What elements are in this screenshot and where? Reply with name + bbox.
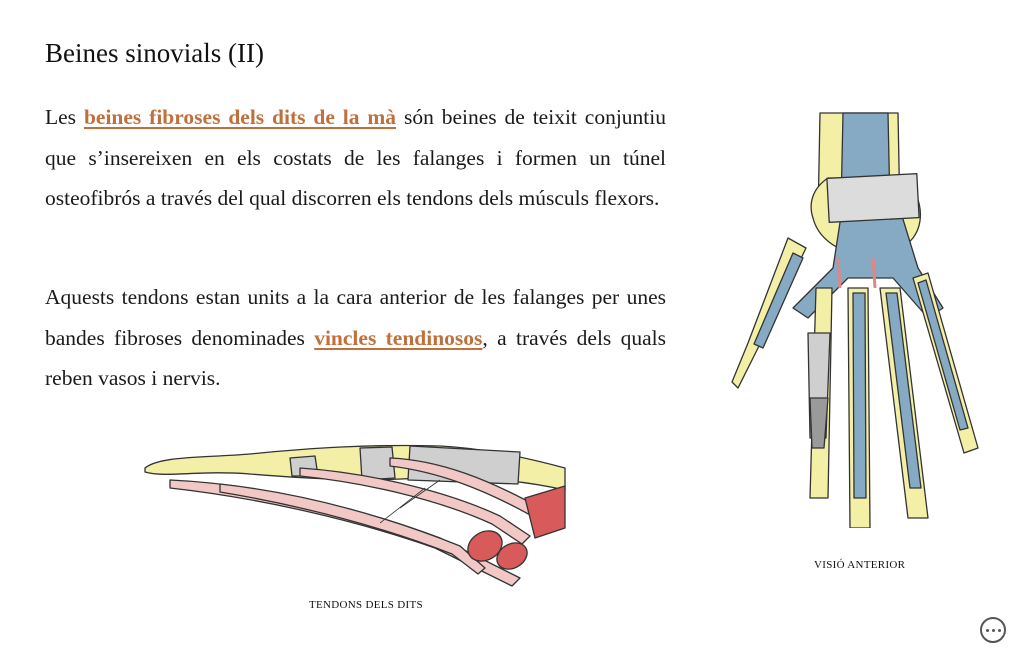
caption-finger-tendons: TENDONS DELS DITS: [309, 599, 423, 611]
more-options-icon[interactable]: [980, 617, 1006, 643]
p2-text-end: , a través dels quals reben vasos i nervis.: [45, 325, 666, 390]
page-title: Beines sinovials (II): [45, 38, 264, 68]
p1-text-end: són beines de teixit conjuntiu que s’insereixen en els costats de les falanges i formen un túnel osteofibrós a través del qual discorren els tendons dels músculs flexors.: [45, 105, 666, 210]
dot: [998, 629, 1001, 632]
p2-text-start: Aquests tendons estan units a la cara anterior de les falanges per unes bandes fibroses denominades: [45, 285, 666, 350]
link-vincles-tendinosos[interactable]: vincles tendinosos: [314, 325, 483, 350]
paragraph-2: [45, 277, 666, 399]
paragraph-1: [45, 97, 666, 219]
hand-anterior-illustration: [728, 108, 998, 528]
dot: [986, 629, 989, 632]
p1-text-start: Les: [45, 105, 84, 129]
link-beines-fibroses[interactable]: beines fibroses dels dits de la mà: [83, 105, 397, 129]
caption-anterior-view: VISIÓ ANTERIOR: [814, 559, 906, 571]
dot: [992, 629, 995, 632]
finger-tendons-illustration: [140, 428, 570, 588]
